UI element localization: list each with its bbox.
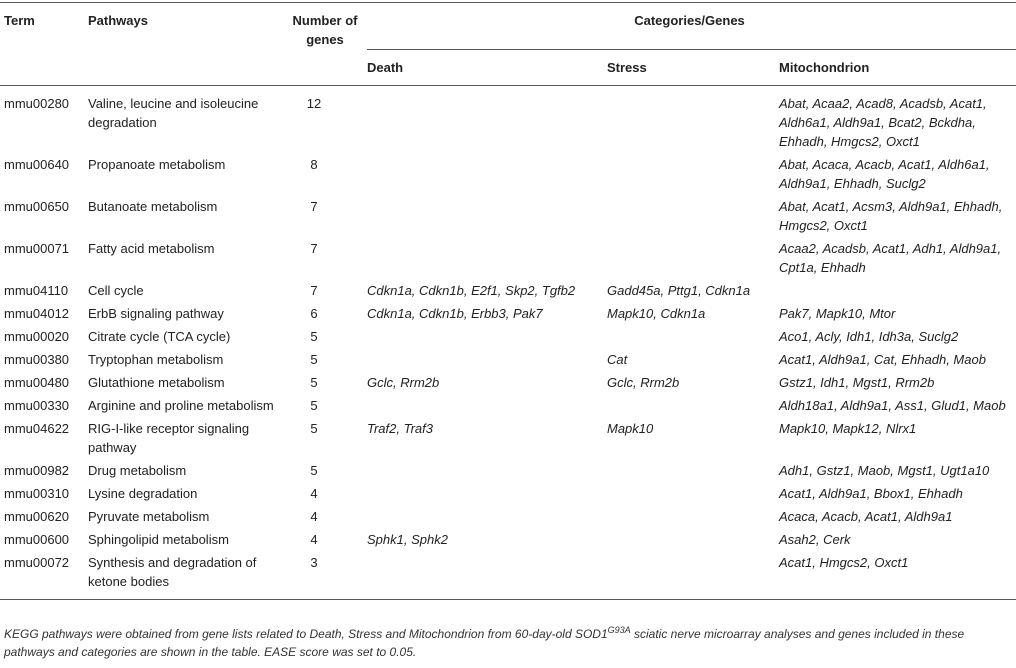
cell-pathway: Arginine and proline metabolism	[88, 398, 274, 413]
table-row	[0, 484, 1016, 507]
cell-term: mmu00330	[4, 398, 70, 413]
cell-pathway: ErbB signaling pathway	[88, 306, 224, 321]
cell-death-genes: Traf2, Traf3	[367, 421, 433, 436]
table-footnote	[4, 625, 1012, 661]
table-row	[0, 197, 1016, 239]
cell-mitochondrion-genes: Mapk10, Mapk12, Nlrx1	[779, 421, 917, 436]
table-row	[0, 304, 1016, 327]
table-body	[0, 86, 1016, 600]
cell-pathway: Synthesis and degradation of ketone bodies	[88, 553, 283, 600]
cell-number-of-genes: 4	[310, 532, 318, 547]
cell-stress-genes	[607, 484, 779, 507]
table-row	[0, 155, 1016, 197]
cell-pathway: Drug metabolism	[88, 463, 187, 478]
cell-stress-genes: Mapk10, Cdkn1a	[607, 306, 706, 321]
cell-death-genes	[367, 553, 607, 600]
cell-mitochondrion-genes: Abat, Acaca, Acacb, Acat1, Aldh6a1, Aldh9a1, Ehhadh, Suclg2	[779, 157, 990, 191]
cell-term: mmu00982	[4, 463, 70, 478]
header-stress: Stress	[607, 50, 779, 86]
cell-pathway: Pyruvate metabolism	[88, 509, 210, 524]
cell-stress-genes: Mapk10	[607, 421, 654, 436]
footnote-superscript: G93A	[607, 625, 631, 635]
cell-stress-genes	[607, 530, 779, 553]
cell-stress-genes: Gclc, Rrm2b	[607, 375, 680, 390]
table-row	[0, 419, 1016, 461]
cell-pathway: Sphingolipid metabolism	[88, 532, 229, 547]
cell-death-genes	[367, 86, 607, 156]
table-row	[0, 281, 1016, 304]
cell-term: mmu00072	[0, 553, 88, 600]
cell-death-genes	[367, 484, 607, 507]
cell-death-genes: Cdkn1a, Cdkn1b, Erbb3, Pak7	[367, 306, 543, 321]
cell-death-genes	[367, 327, 607, 350]
cell-number-of-genes: 5	[310, 463, 318, 478]
cell-number-of-genes: 4	[310, 486, 318, 501]
cell-stress-genes: Cat	[607, 352, 628, 367]
table-row	[0, 350, 1016, 373]
cell-number-of-genes: 5	[310, 329, 318, 344]
cell-stress-genes	[607, 239, 779, 281]
cell-stress-genes	[607, 507, 779, 530]
cell-mitochondrion-genes	[779, 281, 1016, 304]
cell-pathway: Butanoate metabolism	[88, 199, 218, 214]
cell-pathway: RIG-I-like receptor signaling pathway	[88, 421, 250, 455]
cell-number-of-genes: 7	[310, 199, 318, 214]
cell-mitochondrion-genes: Acat1, Aldh9a1, Cat, Ehhadh, Maob	[779, 352, 986, 367]
cell-death-genes: Gclc, Rrm2b	[367, 375, 440, 390]
cell-pathway: Lysine degradation	[88, 486, 198, 501]
cell-stress-genes	[607, 327, 779, 350]
header-row-2	[0, 50, 1016, 86]
table-row	[0, 507, 1016, 530]
cell-death-genes	[367, 350, 607, 373]
cell-term: mmu04110	[4, 283, 69, 298]
table-row	[0, 327, 1016, 350]
header-term: Term	[0, 3, 88, 50]
cell-pathway: Propanoate metabolism	[88, 157, 226, 172]
table-row	[0, 461, 1016, 484]
cell-mitochondrion-genes: Acat1, Aldh9a1, Bbox1, Ehhadh	[779, 486, 963, 501]
table-row	[0, 86, 1016, 156]
cell-term: mmu00640	[4, 157, 70, 172]
cell-number-of-genes: 6	[310, 306, 318, 321]
cell-pathway: Tryptophan metabolism	[88, 352, 224, 367]
header-blank-2	[88, 50, 283, 86]
footnote-text-before: KEGG pathways were obtained from gene lists related to Death, Stress and Mitochondrion from 60-day-old SOD1	[4, 627, 608, 641]
kegg-pathways-table	[0, 2, 1016, 600]
table-row	[0, 373, 1016, 396]
cell-term: mmu00020	[4, 329, 70, 344]
cell-mitochondrion-genes: Aco1, Acly, Idh1, Idh3a, Suclg2	[779, 329, 959, 344]
cell-pathway: Valine, leucine and isoleucine degradation	[88, 96, 259, 130]
cell-term: mmu00380	[4, 352, 70, 367]
cell-number-of-genes: 5	[310, 352, 318, 367]
header-number-of-genes: Number of genes	[283, 3, 367, 50]
cell-death-genes	[367, 507, 607, 530]
cell-mitochondrion-genes: Acaca, Acacb, Acat1, Aldh9a1	[779, 509, 953, 524]
cell-death-genes	[367, 197, 607, 239]
cell-number-of-genes: 7	[310, 241, 318, 256]
cell-term: mmu04012	[4, 306, 70, 321]
cell-term: mmu00650	[4, 199, 70, 214]
cell-pathway: Glutathione metabolism	[88, 375, 225, 390]
cell-term: mmu00600	[4, 532, 70, 547]
cell-term: mmu04622	[4, 421, 70, 436]
cell-number-of-genes: 7	[310, 283, 318, 298]
cell-mitochondrion-genes: Abat, Acat1, Acsm3, Aldh9a1, Ehhadh, Hmgcs2, Oxct1	[779, 199, 1003, 233]
cell-death-genes	[367, 396, 607, 419]
cell-stress-genes	[607, 553, 779, 600]
table-row	[0, 553, 1016, 600]
cell-pathway: Citrate cycle (TCA cycle)	[88, 329, 231, 344]
cell-mitochondrion-genes: Abat, Acaa2, Acad8, Acadsb, Acat1, Aldh6a1, Aldh9a1, Bcat2, Bckdha, Ehhadh, Hmgcs2, Oxct1	[779, 96, 987, 149]
cell-death-genes	[367, 461, 607, 484]
footnote-text-after: sciatic nerve microarray analyses and genes included in these pathways and categories are shown in the table. EASE score was set to 0.05.	[4, 627, 965, 659]
cell-term: mmu00310	[4, 486, 70, 501]
cell-number-of-genes: 5	[310, 375, 318, 390]
cell-pathway: Cell cycle	[88, 283, 144, 298]
cell-stress-genes	[607, 396, 779, 419]
cell-term: mmu00480	[4, 375, 70, 390]
cell-stress-genes	[607, 155, 779, 197]
cell-mitochondrion-genes: Acat1, Hmgcs2, Oxct1	[779, 553, 1016, 600]
cell-mitochondrion-genes: Pak7, Mapk10, Mtor	[779, 306, 896, 321]
cell-term: mmu00280	[4, 96, 70, 111]
cell-number-of-genes: 5	[310, 421, 318, 436]
header-death: Death	[367, 50, 607, 86]
cell-stress-genes: Gadd45a, Pttg1, Cdkn1a	[607, 283, 751, 298]
cell-number-of-genes: 12	[306, 96, 322, 111]
table-row	[0, 239, 1016, 281]
header-blank-3	[283, 50, 367, 86]
cell-stress-genes	[607, 197, 779, 239]
table-row	[0, 396, 1016, 419]
cell-number-of-genes: 4	[310, 509, 318, 524]
cell-number-of-genes: 8	[310, 157, 318, 172]
cell-term: mmu00620	[4, 509, 70, 524]
cell-stress-genes	[607, 86, 779, 156]
cell-mitochondrion-genes: Adh1, Gstz1, Maob, Mgst1, Ugt1a10	[779, 463, 990, 478]
header-pathways: Pathways	[88, 3, 283, 50]
header-categories-genes: Categories/Genes	[367, 3, 1016, 50]
cell-death-genes: Sphk1, Sphk2	[367, 532, 448, 547]
cell-death-genes: Cdkn1a, Cdkn1b, E2f1, Skp2, Tgfb2	[367, 283, 576, 298]
cell-stress-genes	[607, 461, 779, 484]
cell-mitochondrion-genes: Asah2, Cerk	[779, 532, 851, 547]
cell-mitochondrion-genes: Aldh18a1, Aldh9a1, Ass1, Glud1, Maob	[779, 398, 1006, 413]
cell-death-genes	[367, 155, 607, 197]
header-mitochondrion: Mitochondrion	[779, 50, 1016, 86]
cell-death-genes	[367, 239, 607, 281]
cell-pathway: Fatty acid metabolism	[88, 241, 215, 256]
header-blank-1	[0, 50, 88, 86]
table-row	[0, 530, 1016, 553]
cell-mitochondrion-genes: Acaa2, Acadsb, Acat1, Adh1, Aldh9a1, Cpt1a, Ehhadh	[779, 241, 1002, 275]
cell-term: mmu00071	[4, 241, 70, 256]
header-row-1	[0, 3, 1016, 50]
cell-number-of-genes: 3	[283, 553, 367, 600]
cell-mitochondrion-genes: Gstz1, Idh1, Mgst1, Rrm2b	[779, 375, 935, 390]
cell-number-of-genes: 5	[310, 398, 318, 413]
